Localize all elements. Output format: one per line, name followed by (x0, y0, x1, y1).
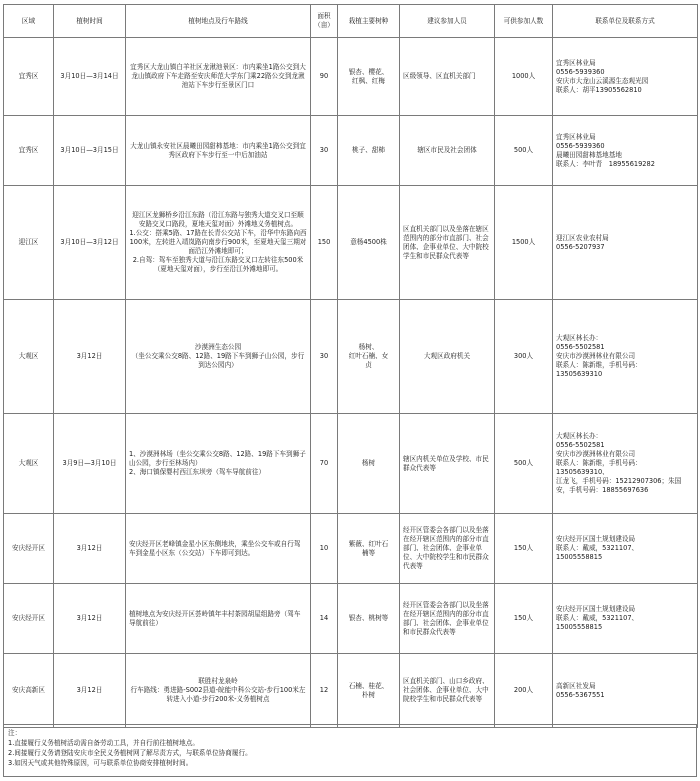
cell-count: 150人 (495, 514, 553, 584)
header-route: 植树地点及行车路线 (126, 5, 311, 38)
cell-mu: 12 (311, 654, 338, 728)
cell-contact: 安庆经开区国土规划建设局 联系人：戴威，5321107、 15005558815 (553, 584, 698, 654)
cell-species: 杨树 (338, 414, 400, 514)
note-item: 3.如因天气或其他特殊原因，可与联系单位协商安排植树时间。 (8, 759, 193, 767)
cell-count: 200人 (495, 654, 553, 728)
table-row (4, 116, 698, 186)
cell-area: 安庆经开区 (4, 514, 54, 584)
cell-time: 3月10日—3月12日 (54, 186, 126, 300)
table-row (4, 186, 698, 300)
cell-route: 迎江区龙狮桥乡沿江东路（沿江东路与独秀大道交叉口至顺安路交叉口路段，夏地天玺对面）外滩地义务植树点。 1.公交：搭乘5路、17路在长青公交站下车，沿华中东路向西100米，左转进入靖岚路向南步行900米，至夏地天玺三期对面沿江外滩地即可； 2.自驾：驾车至独秀大道与沿江东路交叉口左转往东500米（夏地天玺对面），步行至沿江外滩地即可。 (126, 186, 311, 300)
cell-mu: 10 (311, 514, 338, 584)
header-species: 栽植主要树种 (338, 5, 400, 38)
cell-mu: 30 (311, 116, 338, 186)
cell-area: 大观区 (4, 300, 54, 414)
note-item: 1.直接履行义务植树活动需自备劳动工具，并自行前往植树地点。 (8, 739, 199, 747)
cell-people: 区级领导、区直机关部门 (400, 38, 495, 116)
table-row (4, 300, 698, 414)
cell-area: 安庆经开区 (4, 584, 54, 654)
cell-route: 1、沙漠洲林场（坐公交乘公交8路、12路、19路下车到狮子山公园，步行至林场内） 2、海口镇保婴村西江东坝旁（驾车导航前往） (126, 414, 311, 514)
cell-route: 大龙山镇永安社区晨曦田园甜柿基地：市内乘坐1路公交到宜秀区政府下车步行至一中后加油站 (126, 116, 311, 186)
cell-area: 迎江区 (4, 186, 54, 300)
header-area: 区域 (4, 5, 54, 38)
cell-contact: 宜秀区林业局 0556-5939360 安庆市大龙山云溪源生态观光园 联系人：胡平13905562810 (553, 38, 698, 116)
cell-mu: 90 (311, 38, 338, 116)
cell-area: 宜秀区 (4, 38, 54, 116)
cell-people: 辖区内机关单位及学校、市民群众代表等 (400, 414, 495, 514)
cell-people: 经开区管委会各部门以及坐落在经开辖区范围内的部分市直部门、社会团体、企事业单位和市民群众代表等 (400, 584, 495, 654)
cell-species: 桃子、甜柿 (338, 116, 400, 186)
cell-route: 沙漠洲生态公园 （坐公交乘公交8路、12路、19路下车到狮子山公园，步行到达公园内） (126, 300, 311, 414)
cell-species: 银杏、樱花、 红枫、红梅 (338, 38, 400, 116)
cell-mu: 150 (311, 186, 338, 300)
cell-time: 3月12日 (54, 654, 126, 728)
cell-count: 1000人 (495, 38, 553, 116)
cell-time: 3月10日—3月14日 (54, 38, 126, 116)
cell-mu: 14 (311, 584, 338, 654)
cell-people: 大观区政府机关 (400, 300, 495, 414)
cell-count: 500人 (495, 414, 553, 514)
cell-area: 安庆高新区 (4, 654, 54, 728)
header-row (4, 5, 698, 38)
table-row (4, 514, 698, 584)
cell-time: 3月9日—3月10日 (54, 414, 126, 514)
cell-contact: 迎江区农业农村局 0556-5207937 (553, 186, 698, 300)
cell-contact: 安庆经开区国土规划建设局 联系人：戴威，5321107、 15005558815 (553, 514, 698, 584)
cell-species: 石楠、桂花、 朴树 (338, 654, 400, 728)
cell-time: 3月12日 (54, 584, 126, 654)
header-people: 建议参加人员 (400, 5, 495, 38)
cell-people: 区直机关部门、山口乡政府、社会团体、企事业单位、大中院校学生和市民群众代表等 (400, 654, 495, 728)
cell-contact: 大观区林长办： 0556-5502581 安庆市沙漠洲林业有限公司 联系人：陈新维，手机号码： 13505639310 (553, 300, 698, 414)
header-mu: 面积（亩） (311, 5, 338, 38)
cell-area: 宜秀区 (4, 116, 54, 186)
table-row (4, 414, 698, 514)
table-row (4, 654, 698, 728)
table-row (4, 584, 698, 654)
cell-route: 安庆经开区老峰镇金星小区东侧地块，乘坐公交车或自行驾车到金星小区东（公交站）下车即可到达。 (126, 514, 311, 584)
cell-time: 3月12日 (54, 300, 126, 414)
cell-species: 银杏、桃树等 (338, 584, 400, 654)
table-row (4, 38, 698, 116)
header-contact: 联系单位及联系方式 (553, 5, 698, 38)
cell-contact: 高新区社发局 0556-5367551 (553, 654, 698, 728)
cell-people: 区直机关部门以及坐落在辖区范围内的部分市直部门、社会团体、企事业单位、大中院校学生和市民群众代表等 (400, 186, 495, 300)
cell-count: 300人 (495, 300, 553, 414)
cell-species: 紫薇、红叶石 楠等 (338, 514, 400, 584)
cell-contact: 宜秀区林业局 0556-5939360 晨曦田园甜柿基地基地 联系人：李叶青 18955619282 (553, 116, 698, 186)
cell-people: 辖区市民及社会团体 (400, 116, 495, 186)
cell-count: 500人 (495, 116, 553, 186)
cell-count: 150人 (495, 584, 553, 654)
notes-title: 注： (8, 729, 22, 737)
cell-contact: 大观区林长办： 0556-5502581 安庆市沙漠洲林业有限公司 联系人：陈新维，手机号码： 13505639310、 江龙飞，手机号码：15212907306；朱国安，手机号码：18855697636 (553, 414, 698, 514)
cell-species: 杨树、 红叶石楠、女 贞 (338, 300, 400, 414)
cell-area: 大观区 (4, 414, 54, 514)
cell-mu: 30 (311, 300, 338, 414)
cell-mu: 70 (311, 414, 338, 514)
notes-box (3, 724, 697, 777)
tree-planting-table (3, 4, 698, 728)
header-time: 植树时间 (54, 5, 126, 38)
cell-route: 宜秀区大龙山镇白羊社区龙湫池景区：市内乘坐1路公交到大龙山镇政府下车走路至安庆师范大学东门乘22路公交到龙湫池站下车步行至景区门口 (126, 38, 311, 116)
cell-route: 植树地点为安庆经开区荟岭镇年丰村茶园胡屋组路旁（驾车导航前往） (126, 584, 311, 654)
cell-time: 3月10日—3月15日 (54, 116, 126, 186)
cell-species: 意杨4500株 (338, 186, 400, 300)
note-item: 2.间接履行义务请登陆安庆市全民义务植树网了解尽责方式，与联系单位协商履行。 (8, 749, 252, 757)
cell-people: 经开区管委会各部门以及坐落在经开辖区范围内的部分市直部门、社会团体、企事业单位、大中院校学生和市民群众代表等 (400, 514, 495, 584)
cell-time: 3月12日 (54, 514, 126, 584)
header-count: 可供参加人数 (495, 5, 553, 38)
cell-route: 联胜村龙泉岭 行车路线：勇进路-S002县道-皖能中科公交站-步行100米左转进入小道-步行200米-义务植树点 (126, 654, 311, 728)
cell-count: 1500人 (495, 186, 553, 300)
